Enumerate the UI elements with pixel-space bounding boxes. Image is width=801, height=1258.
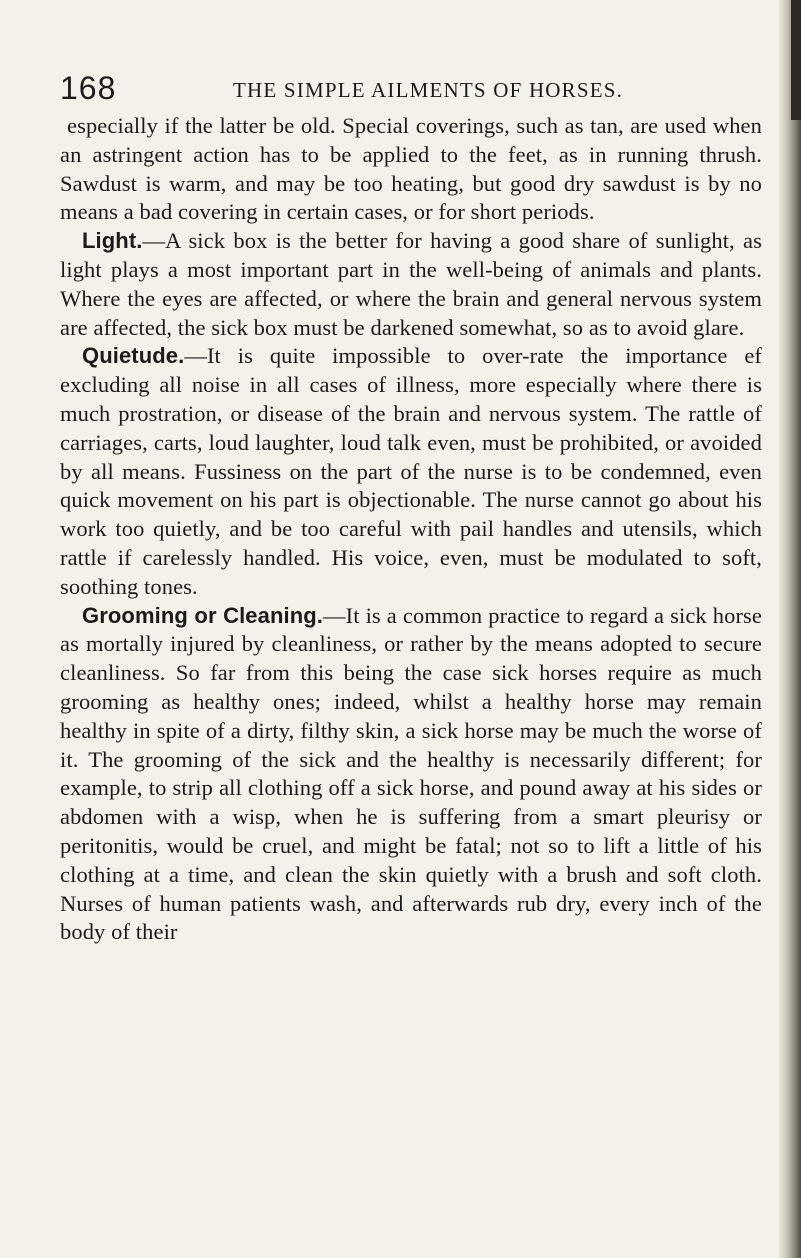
paragraph-text: especially if the latter be old. Special coverings, such as tan, are used when an astringent action has to be applied to the feet, as in running thrush. Sawdust is warm, and may be too heating, but good dry sawdust is by no means a bad covering in certain cases, or for short periods. xyxy=(60,113,762,225)
section-heading-grooming: Grooming or Cleaning. xyxy=(82,602,324,628)
page-number: 168 xyxy=(60,70,117,106)
page-header xyxy=(60,70,760,110)
paragraph-coverings xyxy=(60,112,762,227)
paragraph-light xyxy=(60,227,762,342)
paragraph-text: —A sick box is the better for having a good share of sunlight, as light plays a most important part in the well-being of animals and plants. Where the eyes are affected, or where the brain and general nervous system are affected, the sick box must be darkened somewhat, so as to avoid glare. xyxy=(60,228,762,340)
running-title: THE SIMPLE AILMENTS OF HORSES. xyxy=(233,78,624,102)
paragraph-text: —It is a common practice to regard a sick horse as mortally injured by cleanliness, or rather by the means adopted to secure cleanliness. So far from this being the case sick horses require as much grooming as healthy ones; indeed, whilst a healthy horse may remain healthy in spite of a dirty, filthy skin, a sick horse may be much the worse of it. The grooming of the sick and the healthy is necessarily different; for example, to strip all clothing off a sick horse, and pound away at his sides or abdomen with a wisp, when he is suffering from a smart pleurisy or peritonitis, would be cruel, and might be fatal; not so to lift a little of his clothing at a time, and clean the skin quietly with a brush and soft cloth. Nurses of human patients wash, and afterwards rub dry, every inch of the body of their xyxy=(60,602,763,945)
page-binding-shadow xyxy=(791,0,801,120)
section-heading-quietude: Quietude. xyxy=(82,343,185,369)
paragraph-text: —It is quite impossible to over-rate the importance ef excluding all noise in all cases of illness, more especially where there is much prostration, or disease of the brain and nervous system. The rattle of carriages, carts, loud laughter, loud talk even, must be prohibited, or avoided by all means. Fussiness on the part of the nurse is to be condemned, even quick movement on his part is objectionable. The nurse cannot go about his work too quietly, and be too careful with pail handles and utensils, which rattle if carelessly handled. His voice, even, must be modulated to soft, soothing tones. xyxy=(60,343,762,599)
body-text xyxy=(60,112,762,947)
page-binding-edge xyxy=(779,0,801,1258)
paragraph-grooming xyxy=(60,602,762,948)
paragraph-quietude xyxy=(60,342,762,601)
section-heading-light: Light. xyxy=(82,228,143,254)
